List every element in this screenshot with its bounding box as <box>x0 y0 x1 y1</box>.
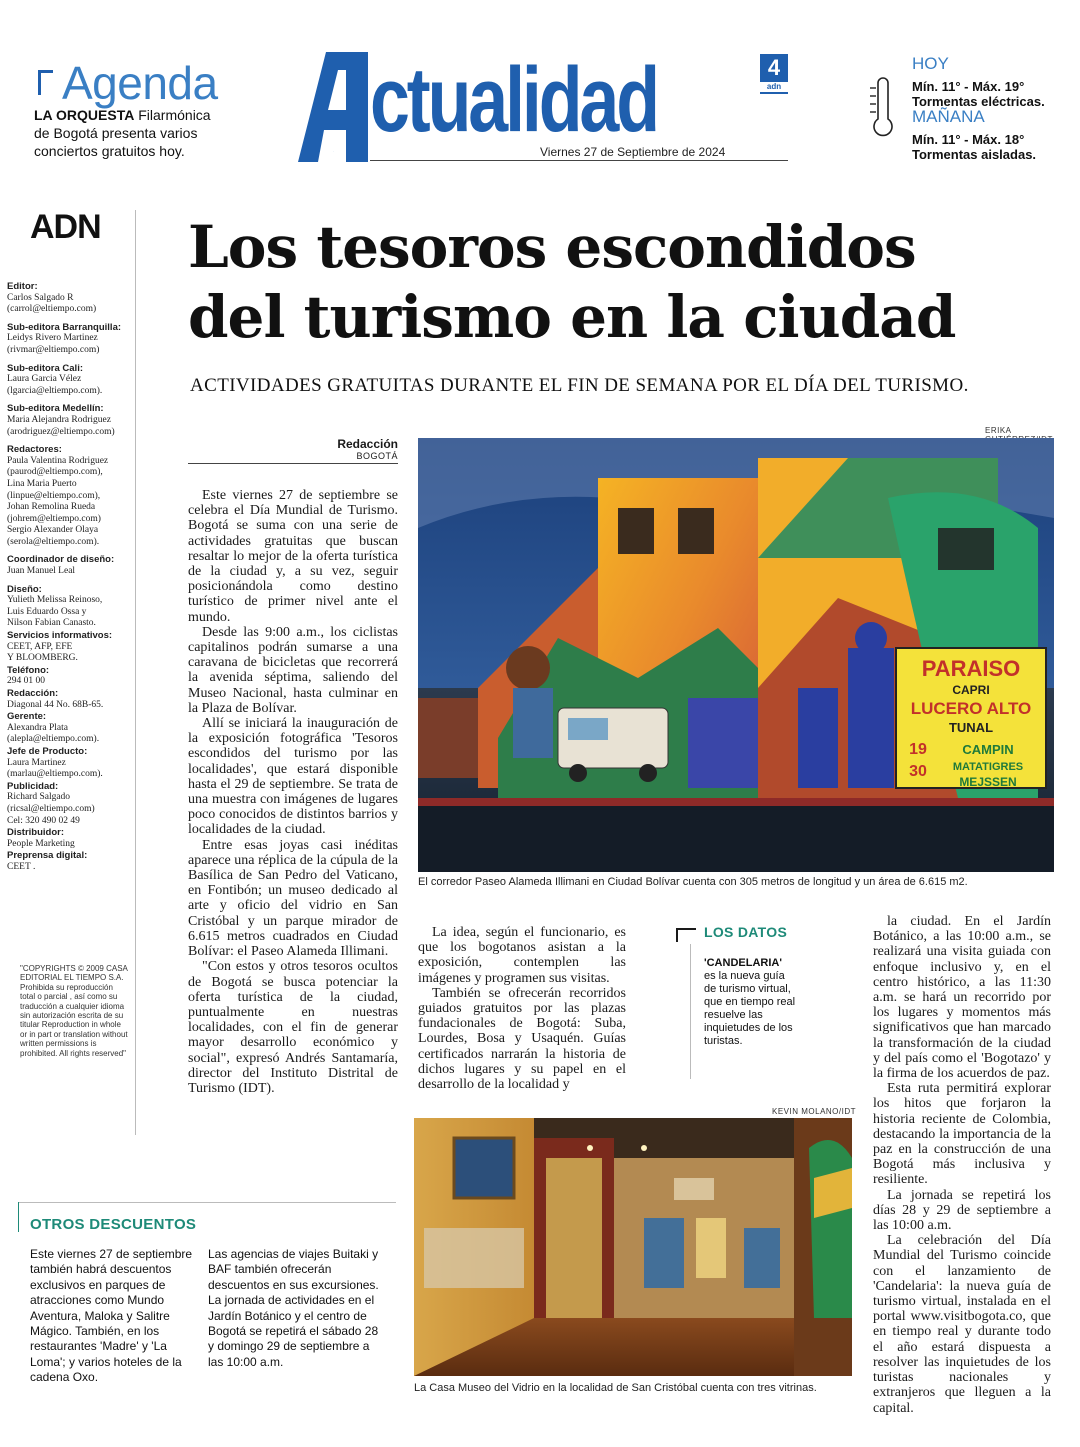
article-column-3 <box>873 914 1051 1416</box>
mural-word-8: MEJSSEN <box>959 775 1017 789</box>
staff-line: Richard Salgado <box>7 792 71 803</box>
staff-line: Juan Manuel Leal <box>7 566 76 577</box>
staff-role: Publicidad: <box>7 780 59 792</box>
agenda-text-rest: Filarmónica de Bogotá presenta varios conciertos gratuitos hoy. <box>34 107 211 159</box>
staff-line: Paula Valentina Rodriguez <box>7 455 109 466</box>
badge-brand: adn <box>760 82 788 92</box>
staff-line: Diagonal 44 No. 68B-65. <box>7 699 104 710</box>
agenda-text <box>34 106 224 160</box>
adn-logo: ADN <box>30 208 101 246</box>
staff-line: Leidys Rivero Martinez <box>7 333 98 344</box>
headline-line-1: Los tesoros escondidos <box>188 213 916 281</box>
staff-line: Maria Alejandra Rodriguez <box>7 414 111 425</box>
weather-tomorrow-temp: Mín. 11° - Máx. 18° <box>912 132 1025 147</box>
staff-role: Diseño: <box>7 583 42 595</box>
weather-today-label: HOY <box>912 54 949 73</box>
byline <box>300 437 398 461</box>
article-paragraph: "Con estos y otros tesoros ocultos de Bogotá se busca potenciar la oferta turística de la ciudad, puntualmente en nuestras localidades, con el fin de generar mayor desarrollo económico y social", expresó Andrés Santamaría, director del Instituto Distrital de Turismo (IDT). <box>188 959 398 1096</box>
mural-word-3: TUNAL <box>948 720 994 735</box>
staff-line: People Marketing <box>7 838 75 849</box>
mural-photo <box>418 438 1054 872</box>
photo2-caption: La Casa Museo del Vidrio en la localidad de San Cristóbal cuenta con tres vitrinas. <box>414 1382 817 1394</box>
datos-bold: 'CANDELARIA' <box>704 957 782 969</box>
staff-line: Yulieth Melissa Reinoso, <box>7 595 103 606</box>
staff-line: (rivmar@eltiempo.com) <box>7 344 100 355</box>
staff-line: (johrem@eltiempo.com) <box>7 513 101 524</box>
article-paragraph: Esta ruta permitirá explorar los hitos que forjaron la historia reciente de Colombia, destacando la importancia de la paz en la construcción de una Bogotá más inclusiva y resiliente. <box>873 1081 1051 1188</box>
staff-role: Redacción: <box>7 688 59 699</box>
descuentos-accent-rule <box>18 1202 19 1232</box>
staff-line: (arodriguez@eltiempo.com) <box>7 426 115 437</box>
mural-word-5: 30 <box>909 763 927 780</box>
staff-role: Servicios informativos: <box>7 630 113 642</box>
datos-rule <box>690 944 691 1079</box>
sidebar-rule <box>135 210 136 1135</box>
photo2-credit: KEVIN MOLANO/IDT <box>772 1107 857 1116</box>
datos-mark-icon <box>676 928 696 942</box>
badge-number: 4 <box>767 55 781 80</box>
datos-text <box>704 957 796 1048</box>
agenda-mark-icon <box>38 70 53 95</box>
staff-line: Laura Martinez <box>7 757 66 768</box>
descuentos-column-2: Las agencias de viajes Buitaki y BAF también ofrecerán descuentos en sus excursiones. La jornada de actividades en el Jardín Botánico y el centro de Bogotá se repetirá el sábado 28 y domingo 29 de septiembre a las 10:00 a.m. <box>208 1247 379 1369</box>
datos-title: LOS DATOS <box>704 924 788 940</box>
masthead-rule <box>370 160 788 161</box>
staff-role: Teléfono: <box>7 664 50 676</box>
datos-rest: es la nueva guía de turismo virtual, que en tiempo real resuelve las inquietudes de los turistas. <box>704 970 796 1047</box>
staff-line: Lina Maria Puerto <box>7 478 77 489</box>
staff-line: (linpue@eltiempo.com), <box>7 490 101 501</box>
staff-line: (alepla@eltiempo.com). <box>7 734 100 745</box>
weather-tomorrow-desc: Tormentas aisladas. <box>912 147 1037 162</box>
copyright-notice: "COPYRIGHTS © 2009 CASA EDITORIAL EL TIEMPO S.A. Prohibida su reproducción total o parcial , así como su traducción a cualquier idioma sin autorización escrita de su titular Reproduction in whole or in part or translation without written permissions is prohibited. All rights reserved" <box>20 964 128 1058</box>
byline-city: BOGOTÁ <box>356 451 398 461</box>
staff-line: Nilson Fabian Canasto. <box>7 618 96 629</box>
agenda-text-bold: LA ORQUESTA <box>34 107 135 123</box>
staff-line: CEET . <box>7 861 36 872</box>
article-paragraph: la ciudad. En el Jardín Botánico, a las 10:00 a.m., se realizará una visita guiada con enfoque inclusivo y, en el centro histórico, a las 11:30 a.m. se hará un recorrido por los lugares y momentos más significativos que han marcado la transformación de la ciudad y del país como el 'Bogotazo' y la firma de los acuerdos de paz. <box>873 914 1051 1082</box>
staff-line: Laura Garcia Vélez <box>7 374 82 385</box>
staff-line: Cel: 320 490 02 49 <box>7 815 80 826</box>
mural-word-1: CAPRI <box>952 683 990 697</box>
staff-line: Johan Remolina Rueda <box>7 502 96 513</box>
staff-line: (marlau@eltiempo.com). <box>7 769 103 780</box>
mural-word-4: 19 <box>909 741 927 758</box>
section-title: ctualidad <box>370 49 657 151</box>
staff-role: Preprensa digital: <box>7 850 88 862</box>
descuentos-title: OTROS DESCUENTOS <box>30 1216 197 1233</box>
staff-line: Carlos Salgado R <box>7 292 74 303</box>
staff-role: Sub-editora Cali: <box>7 362 84 374</box>
article-column-1 <box>188 488 398 1096</box>
article-paragraph: La jornada se repetirá los días 28 y 29 de septiembre a las 10:00 a.m. <box>873 1187 1051 1234</box>
deck: ACTIVIDADES GRATUITAS DURANTE EL FIN DE SEMANA POR EL DÍA DEL TURISMO. <box>190 375 969 396</box>
staff-line: Alexandra Plata <box>7 722 68 733</box>
weather-tomorrow-label: MAÑANA <box>912 107 985 126</box>
byline-rule <box>188 463 398 464</box>
staff-role: Jefe de Producto: <box>7 745 88 757</box>
staff-role: Editor: <box>7 281 38 292</box>
headline <box>188 212 1068 352</box>
staff-line: Sergio Alexander Olaya <box>7 525 99 536</box>
mural-word-0: PARAISO <box>921 656 1021 681</box>
staff-line: (lgarcia@eltiempo.com). <box>7 385 103 396</box>
article-paragraph: Este viernes 27 de septiembre se celebra el Día Mundial de Turismo. Bogotá se suma con una serie de actividades gratuitas que buscan resaltar lo mejor de la oferta turística de la ciudad y, a su vez, seguir posicionándola como destino turístico de primer nivel ante el mundo. <box>188 488 398 625</box>
weather-today-desc: Tormentas eléctricas. <box>912 94 1045 109</box>
staff-line: (serola@eltiempo.com). <box>7 536 100 547</box>
article-paragraph: La idea, según el funcionario, es que los bogotanos asistan a la exposición, contemplen las imágenes y programen sus visitas. <box>418 925 626 986</box>
thermometer-icon <box>868 74 898 142</box>
staff-role: Coordinador de diseño: <box>7 554 115 566</box>
descuentos-column-1: Este viernes 27 de septiembre también habrá descuentos exclusivos en parques de atracciones como Mundo Aventura, Maloka y Salitre Mágico. También, en los restaurantes 'Madre' y 'La Loma'; y varios hoteles de la cadena Oxo. <box>30 1247 193 1385</box>
staff-box <box>7 281 133 874</box>
staff-line: Luis Eduardo Ossa y <box>7 606 87 617</box>
mural-word-6: CAMPIN <box>962 742 1014 757</box>
mural-word-7: MATATIGRES <box>952 761 1024 773</box>
photo1-credit: ERIKA <box>985 426 1012 435</box>
agenda-label: Agenda <box>62 57 218 109</box>
staff-line: Y BLOOMBERG. <box>7 653 78 664</box>
staff-role: Distribuidor: <box>7 827 64 839</box>
byline-name: Redacción <box>337 437 398 451</box>
staff-role: Gerente: <box>7 711 47 723</box>
staff-line: (paurod@eltiempo.com), <box>7 467 103 478</box>
article-paragraph: Desde las 9:00 a.m., los ciclistas capitalinos podrán sumarse a una caravana de bicicletas que recorrerá la avenida séptima, saliendo del Museo Nacional, hasta culminar en la Plaza de Bolívar. <box>188 624 398 716</box>
article-paragraph: Allí se iniciará la inauguración de la exposición fotográfica 'Tesoros escondidos del turismo por las localidades', que estará disponible hasta el 29 de septiembre. Se trata de una muestra con imágenes de lugares poco conocidos de distintos barrios y localidades de la ciudad. <box>188 716 398 838</box>
section-logo-a <box>298 52 368 162</box>
staff-line: CEET, AFP, EFE <box>7 641 73 652</box>
svg-text:A: A <box>333 152 334 153</box>
mural-word-2: LUCERO ALTO <box>910 699 1032 718</box>
article-paragraph: La celebración del Día Mundial del Turismo coincide con el lanzamiento de 'Candelaria': la nueva guía de turismo virtual, instalada en el portal www.visitbogota.co, que en tiempo real y durante todo el año estará dispuesta a resolver las inquietudes de los turistas nacionales y extranjeros que lleguen a la capital. <box>873 1233 1051 1416</box>
descuentos-top-rule <box>18 1202 396 1204</box>
article-paragraph: También se ofrecerán recorridos guiados gratuitos por las plazas fundacionales de Bogotá: Suba, Lourdes, Bosa y Usaquén. Guías certificados narrarán la historia de dichos lugares y su papel en el desarrollo de la localidad y <box>418 985 626 1093</box>
staff-role: Sub-editora Barranquilla: <box>7 321 122 333</box>
headline-line-2: del turismo en la ciudad <box>188 283 956 351</box>
edition-badge <box>760 54 788 94</box>
weather-today-temp: Mín. 11° - Máx. 19° <box>912 79 1025 94</box>
staff-role: Sub-editora Medellín: <box>7 403 104 415</box>
staff-line: 294 01 00 <box>7 676 45 687</box>
museum-photo <box>414 1118 852 1376</box>
staff-line: (carrol@eltiempo.com) <box>7 304 97 315</box>
article-paragraph: Entre esas joyas casi inéditas aparece una réplica de la cúpula de la Basílica de San Pedro del Vaticano, en Fontibón; un museo dedicado al arte y oficio del vidrio en San Cristóbal y un parque mirador de 6.615 metros cuadrados en Ciudad Bolívar: el Paseo Alameda Illimani. <box>188 837 398 960</box>
issue-date: Viernes 27 de Septiembre de 2024 <box>540 145 726 159</box>
article-column-2 <box>418 925 626 1092</box>
photo1-caption: El corredor Paseo Alameda Illimani en Ciudad Bolívar cuenta con 305 metros de longitud y un área de 6.615 m2. <box>418 876 968 888</box>
staff-role: Redactores: <box>7 444 62 456</box>
staff-line: (ricsal@eltiempo.com) <box>7 803 95 814</box>
